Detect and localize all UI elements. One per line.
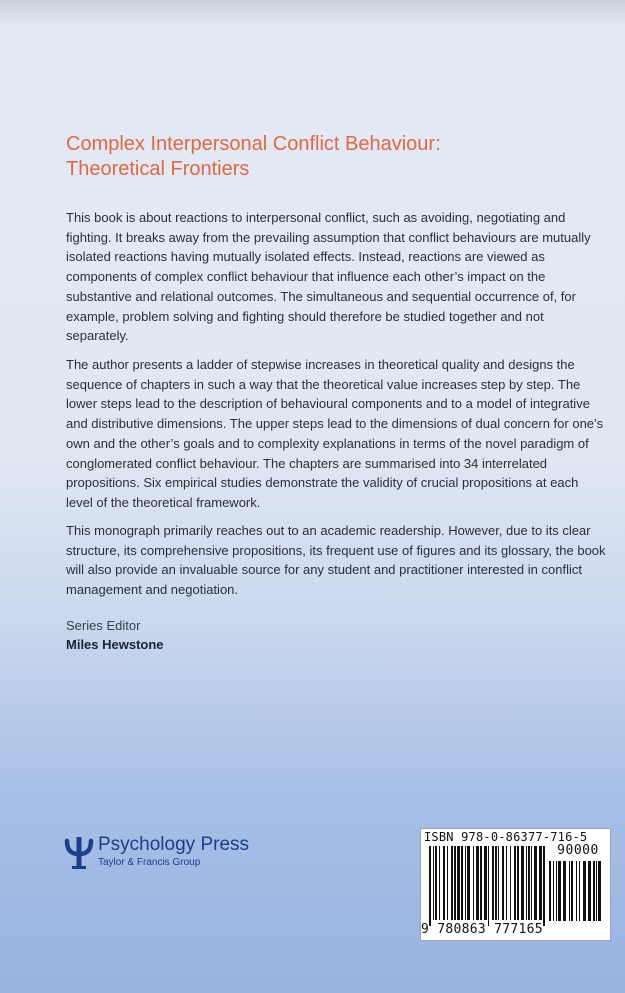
- barcode-bar: [461, 846, 463, 920]
- isbn-barcode: [420, 828, 611, 941]
- barcode-bars: [429, 846, 545, 926]
- barcode-bar: [598, 861, 601, 921]
- barcode-bar: [576, 861, 577, 921]
- description-paragraph-1: This book is about reactions to interpersonal conflict, such as avoiding, negotiating and fighting. It breaks away from the prevailing assumption that conflict behaviours are mutually isolated reactions having mutually isolated effects. Instead, reactions are viewed as components of complex conflict behaviour that influence each other’s impact on the substantive and relational outcomes. The simultaneous and sequential occurrence of, for example, problem solving and fighting should therefore be studied together and not separately.: [66, 210, 591, 344]
- barcode-bar: [563, 861, 566, 921]
- barcode-addon-bars: [549, 861, 605, 925]
- barcode-bar: [539, 846, 542, 920]
- barcode-bar: [492, 846, 494, 920]
- series-editor-name: Miles Hewstone: [66, 637, 164, 652]
- barcode-bar: [498, 846, 499, 920]
- barcode-bar: [549, 861, 551, 921]
- barcode-bar: [558, 861, 561, 921]
- barcode-bar: [473, 846, 474, 920]
- barcode-bar: [495, 846, 497, 920]
- barcode-bar: [429, 846, 431, 926]
- barcode-bar: [531, 846, 532, 920]
- barcode-bar: [543, 846, 545, 926]
- barcode-number: 9 780863 777165: [421, 922, 543, 937]
- isbn-text: ISBN 978-0-86377-716-5: [424, 830, 588, 844]
- barcode-bar: [506, 846, 507, 920]
- book-title-line-1: Complex Interpersonal Conflict Behaviour:: [66, 133, 441, 155]
- barcode-bar: [521, 846, 524, 920]
- cover-top-edge: [0, 0, 625, 26]
- barcode-bar: [593, 861, 595, 921]
- barcode-bar: [488, 846, 489, 926]
- book-title-line-2: Theoretical Frontiers: [66, 158, 250, 180]
- publisher-logo: [64, 834, 264, 874]
- barcode-bar: [534, 846, 537, 920]
- publisher-name: Psychology Press: [98, 834, 250, 855]
- barcode-bar: [596, 861, 597, 921]
- barcode-bar: [571, 861, 573, 921]
- series-editor-label: Series Editor: [66, 618, 141, 633]
- description-paragraph-3: This monograph primarily reaches out to an academic readership. However, due to its clear structure, its comprehensive propositions, its frequent use of figures and its glossary, the book will also provide an invaluable source for any student and practitioner interested in conflict management and negotiation.: [66, 523, 606, 598]
- barcode-bar: [457, 846, 460, 920]
- barcode-bar: [553, 861, 554, 921]
- barcode-bar: [514, 846, 516, 920]
- barcode-addon-digits: 90000: [557, 843, 599, 858]
- psi-icon: [64, 836, 94, 870]
- barcode-bar: [583, 861, 586, 921]
- barcode-bar: [467, 846, 470, 920]
- book-title: [66, 132, 586, 182]
- barcode-bar: [439, 846, 440, 920]
- barcode-bar: [451, 846, 453, 920]
- barcode-bar: [433, 846, 434, 920]
- barcode-bar: [447, 846, 448, 920]
- barcode-bar: [480, 846, 482, 920]
- barcode-bar: [454, 846, 456, 920]
- barcode-bar: [556, 861, 557, 921]
- barcode-bar: [579, 861, 580, 921]
- barcode-bar: [528, 846, 530, 920]
- barcode-bar: [569, 861, 570, 921]
- barcode-bar: [510, 846, 511, 920]
- barcode-bar: [588, 861, 591, 921]
- barcode-bar: [435, 846, 437, 920]
- barcode-bar: [465, 846, 466, 920]
- description-paragraph-2: The author presents a ladder of stepwise increases in theoretical quality and designs the sequence of chapters in such a way that the theoretical value increases step by step. The lower steps lead to the description of behavioural components and to a model of integrative and distributive dimensions. The upper steps lead to the dimensions of dual concern for one’s own and the other’s goals and to complexity explanations in terms of the novel paradigm of conglomerated conflict behaviour. The chapters are summarised into 34 interrelated propositions. Six empirical studies demonstrate the validity of crucial propositions at each level of the theoretical framework.: [66, 357, 604, 510]
- barcode-bar: [443, 846, 445, 920]
- barcode-bar: [517, 846, 519, 920]
- barcode-bar: [484, 846, 487, 920]
- barcode-bar: [526, 846, 527, 920]
- publisher-group: Taylor & Francis Group: [98, 857, 201, 868]
- barcode-bar: [502, 846, 504, 920]
- barcode-bar: [476, 846, 479, 920]
